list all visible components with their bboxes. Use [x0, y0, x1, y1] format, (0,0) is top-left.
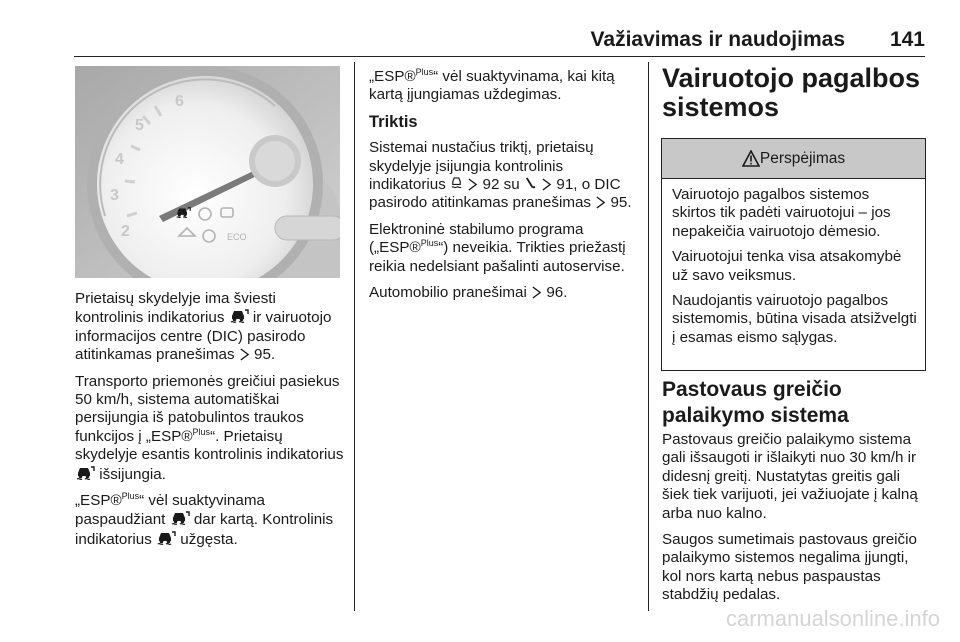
- esp-warning-light-icon: [450, 176, 463, 191]
- text-span: ir vairuotojo informacijos centre (DIC) pasirodo atitinkamas pranešimas: [75, 309, 332, 364]
- paragraph: [369, 284, 637, 302]
- svg-text:6: 6: [175, 93, 184, 110]
- paragraph: Saugos sumetimais pastovaus greičio palaikymo sistemos negalima įjungti, kol nors kartą nebus paspaustas stabdžių pedalas.: [662, 531, 917, 604]
- paragraph: [75, 373, 345, 484]
- page-reference[interactable]: 95.: [254, 346, 276, 364]
- page-reference[interactable]: 96.: [546, 284, 568, 302]
- page-reference[interactable]: 91, o DIC pasirodo atitinkamas pranešimas: [369, 176, 621, 212]
- instrument-cluster-illustration: [75, 66, 340, 278]
- esp-off-icon: [75, 465, 95, 481]
- svg-text:3: 3: [110, 187, 119, 204]
- page-reference[interactable]: 95.: [610, 194, 632, 212]
- header-title: Važiavimas ir naudojimas: [590, 28, 845, 51]
- paragraph: [75, 492, 345, 549]
- warning-title: Perspėjimas: [759, 149, 846, 167]
- page-reference-arrow-icon: [595, 196, 606, 209]
- column-1: [75, 290, 345, 557]
- page-reference-arrow-icon: [467, 178, 478, 191]
- svg-text:4: 4: [115, 151, 124, 168]
- esp-off-icon: [229, 308, 249, 324]
- superscript: Plus: [420, 238, 439, 249]
- section-heading-driver-assistance: Vairuotojo pagalbos sistemos: [662, 63, 921, 122]
- text-span: užgęsta.: [180, 530, 238, 548]
- warning-triangle-icon: [742, 150, 760, 167]
- paragraph: Pastovaus greičio palaikymo sistema gali išsaugoti ir išlaikyti nuo 30 km/h ir didesnį greitį. Nustatytas greitis gali šiek tiek varijuoti, jei važiuojate į kalną arba nuo kalno.: [662, 431, 918, 522]
- text-span: išsijungia.: [99, 465, 166, 483]
- text-span: “ vėl suaktyvinama paspaudžiant: [75, 492, 265, 529]
- text-span: Prietaisų skydelyje ima šviesti kontrolinis indikatorius: [75, 290, 276, 327]
- column-divider-2: [648, 62, 649, 611]
- svg-text:ECO: ECO: [227, 232, 247, 242]
- text-span: Transporto priemonės greičiui pasiekus 50 km/h, sistema automatiškai persijungia iš patobulintos traukos funkcijos į „ESP®: [75, 372, 340, 445]
- warning-paragraph: Vairuotojui tenka visa atsakomybė už savo veiksmus.: [672, 248, 902, 284]
- warning-body: [662, 179, 925, 347]
- cruise-control-body: [662, 431, 928, 613]
- esp-off-icon: [156, 530, 176, 546]
- paragraph: [369, 139, 637, 213]
- paragraph: [369, 68, 637, 105]
- subheading-triktis: Triktis: [369, 112, 418, 131]
- instrument-cluster-figure: [75, 66, 340, 278]
- page-reference-arrow-icon: [531, 286, 542, 299]
- paragraph: [75, 290, 345, 365]
- column-divider-1: [354, 62, 355, 611]
- esp-off-icon: [170, 510, 190, 526]
- page-header: [74, 28, 925, 54]
- text-span: dar kartą. Kontrolinis indikatorius: [75, 511, 334, 548]
- text-span: “) neveikia. Trikties priežastį reikia nedelsiant pašalinti autoservise.: [369, 239, 626, 275]
- superscript: Plus: [121, 491, 140, 502]
- paragraph: [369, 221, 637, 276]
- text-span: “ vėl suaktyvinama, kai kitą kartą įjungiamas uždegimas.: [369, 68, 615, 104]
- text-span: „ESP®: [369, 68, 416, 85]
- text-span: Automobilio pranešimai: [369, 284, 527, 302]
- page-reference[interactable]: 92 su: [482, 176, 520, 194]
- svg-text:2: 2: [121, 223, 130, 240]
- header-rule: [74, 56, 925, 57]
- esp-indicator-icon: [524, 176, 537, 191]
- page-number: 141: [889, 28, 925, 51]
- svg-text:5: 5: [135, 117, 144, 134]
- section-heading-cruise-control: Pastovaus greičio palaikymo sistema: [662, 378, 849, 427]
- text-span: “. Prietaisų skydelyje esantis kontrolinis indikatorius: [75, 427, 344, 464]
- page-reference-arrow-icon: [541, 178, 552, 191]
- warning-box: [661, 138, 926, 371]
- warning-header: [662, 139, 925, 179]
- column-2: [369, 68, 637, 310]
- text-span: Sistemai nustačius triktį, prietaisų skydelyje įsijungia kontrolinis indikatorius: [369, 139, 594, 194]
- text-span: Elektroninė stabilumo programa („ESP®: [369, 220, 584, 257]
- page-reference-arrow-icon: [239, 348, 250, 361]
- text-span: „ESP®: [75, 492, 122, 510]
- superscript: Plus: [415, 67, 434, 77]
- superscript: Plus: [192, 426, 211, 437]
- watermark: carmanualsonline.info: [725, 606, 940, 631]
- warning-paragraph: Vairuotojo pagalbos sistemos skirtos tik padėti vairuotojui – jos nepakeičia vairuotojo dėmesio.: [672, 186, 891, 240]
- warning-paragraph: Naudojantis vairuotojo pagalbos sistemomis, būtina visada atsižvelgti į esamas eismo sąlygas.: [672, 292, 917, 346]
